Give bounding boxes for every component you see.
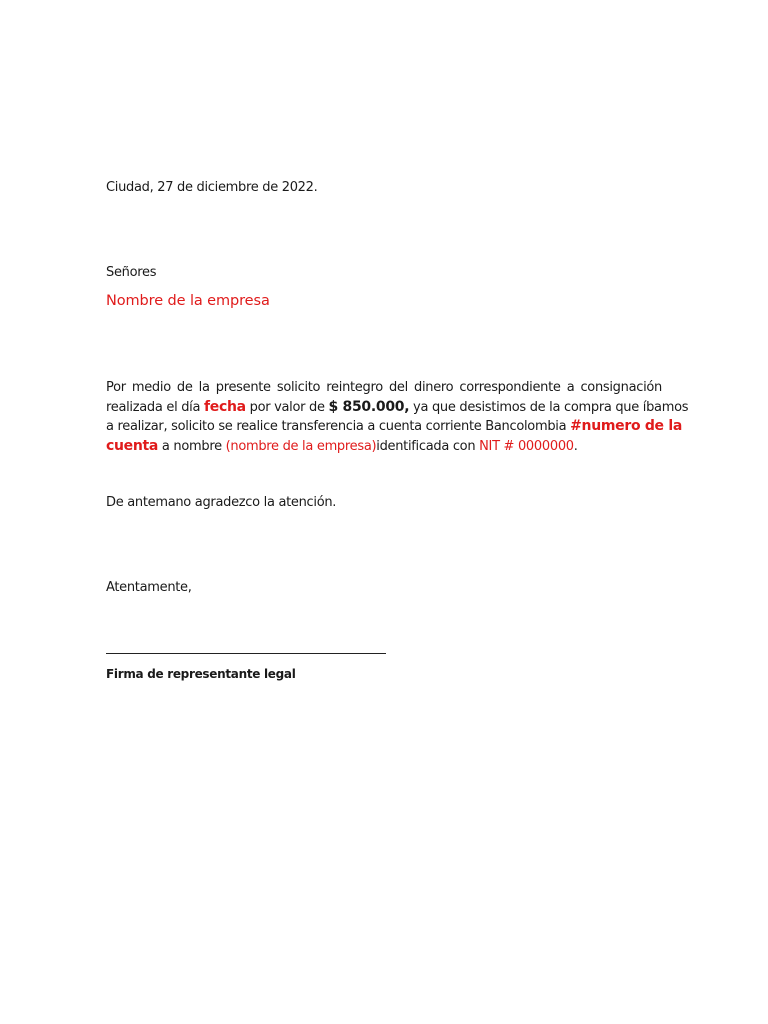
amount: $ 850.000, — [328, 398, 410, 415]
thanks-line: De antemano agradezco la atención. — [106, 495, 337, 510]
signature-line — [106, 653, 386, 654]
nit-placeholder: NIT # 0000000 — [479, 438, 574, 454]
body-paragraph — [106, 378, 689, 456]
body-line-2: realizada el día fecha por valor de $ 850.000, ya que desistimos de la compra que íbamos — [106, 398, 689, 415]
body-line-3: a realizar, solicito se realice transferencia a cuenta corriente Bancolombia #numero de la — [106, 418, 682, 434]
company-placeholder: (nombre de la empresa) — [225, 438, 377, 454]
account-placeholder: #numero de la — [570, 418, 682, 434]
closing-line: Atentamente, — [106, 580, 192, 595]
account-placeholder-cont: cuenta — [106, 437, 159, 454]
salutation: Señores — [106, 265, 157, 280]
date-line: Ciudad, 27 de diciembre de 2022. — [106, 180, 318, 195]
company-name: Nombre de la empresa — [106, 293, 270, 309]
signature-label: Firma de representante legal — [106, 667, 296, 681]
date-placeholder: fecha — [204, 398, 246, 415]
body-line-4: cuenta a nombre (nombre de la empresa)identificada con NIT # 0000000. — [106, 437, 578, 454]
body-line-1: Por medio de la presente solicito reintegro del dinero correspondiente a consignación — [106, 380, 662, 395]
